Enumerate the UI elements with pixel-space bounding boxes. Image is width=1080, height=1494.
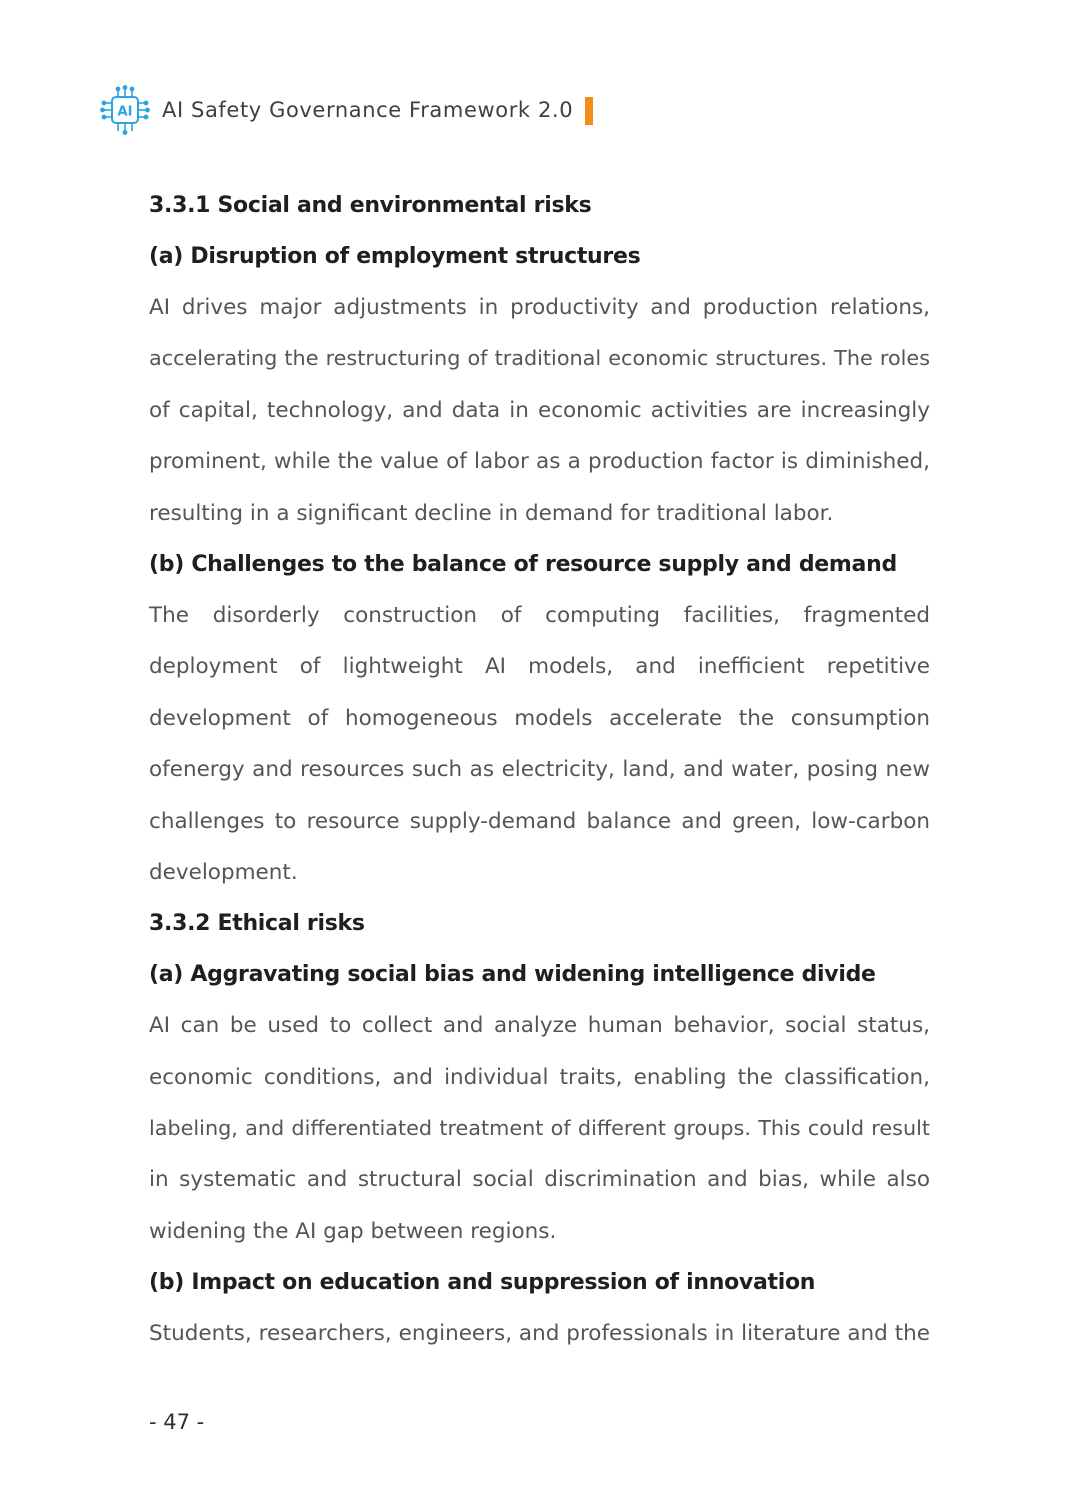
paragraph <box>149 1308 930 1359</box>
paragraph-line: Students, researchers, engineers, and professionals in literature and the <box>149 1321 930 1347</box>
paragraph <box>149 1000 930 1257</box>
page-header <box>100 84 593 136</box>
paragraph <box>149 282 930 539</box>
subsection-heading: (b) Impact on education and suppression of innovation <box>149 1270 816 1296</box>
paragraph-line: labeling, and differentiated treatment of different groups. This could result <box>149 1116 930 1141</box>
paragraph-line: resulting in a significant decline in demand for traditional labor. <box>149 500 834 526</box>
logo-text: AI <box>117 104 133 120</box>
subsection-heading: (a) Aggravating social bias and widening intelligence divide <box>149 962 876 988</box>
paragraph <box>149 590 930 898</box>
paragraph-line: development. <box>149 859 298 885</box>
paragraph-line: challenges to resource supply-demand balance and green, low-carbon <box>149 808 930 834</box>
document-title: AI Safety Governance Framework 2.0 <box>162 98 574 122</box>
paragraph-line: in systematic and structural social discrimination and bias, while also <box>149 1167 930 1193</box>
paragraph-line: ofenergy and resources such as electricity, land, and water, posing new <box>149 757 930 783</box>
paragraph-line: AI drives major adjustments in productivity and production relations, <box>149 295 930 320</box>
paragraph-line: deployment of lightweight AI models, and inefficient repetitive <box>149 654 930 680</box>
paragraph-line: development of homogeneous models accelerate the consumption <box>149 705 930 731</box>
subsection-heading: (b) Challenges to the balance of resource supply and demand <box>149 551 897 577</box>
paragraph-line: prominent, while the value of labor as a production factor is diminished, <box>149 449 930 475</box>
section-heading: 3.3.2 Ethical risks <box>149 911 365 937</box>
subsection-heading: (a) Disruption of employment structures <box>149 244 641 269</box>
paragraph-line: of capital, technology, and data in economic activities are increasingly <box>149 397 930 423</box>
paragraph-line: AI can be used to collect and analyze human behavior, social status, <box>149 1013 930 1039</box>
paragraph-line: economic conditions, and individual traits, enabling the classification, <box>149 1064 930 1090</box>
page-body <box>149 180 930 1360</box>
paragraph-line: The disorderly construction of computing facilities, fragmented <box>149 602 930 628</box>
paragraph-line: widening the AI gap between regions. <box>149 1218 557 1244</box>
ai-chip-logo-icon <box>100 85 150 135</box>
page-number: - 47 - <box>149 1410 205 1434</box>
section-heading: 3.3.1 Social and environmental risks <box>149 193 592 218</box>
header-accent-bar <box>585 97 593 125</box>
paragraph-line: accelerating the restructuring of traditional economic structures. The roles <box>149 346 930 371</box>
